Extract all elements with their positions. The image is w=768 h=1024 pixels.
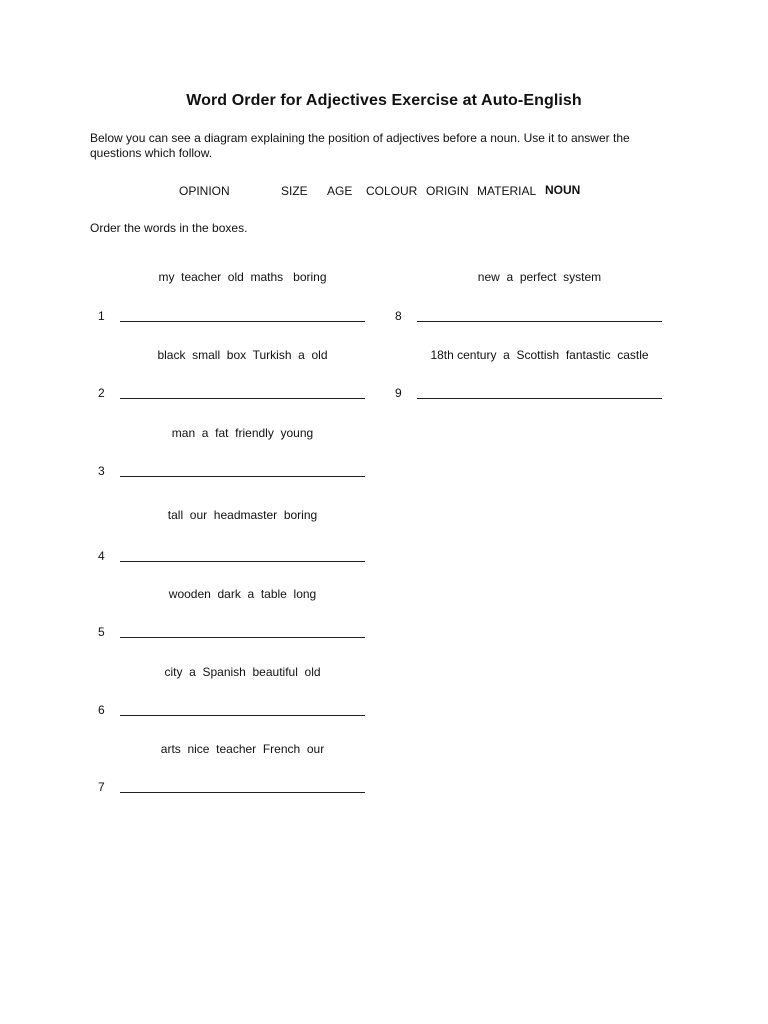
question-4-number: 4 [98,549,105,563]
diagram-age: AGE [327,184,353,198]
question-4-words: tall our headmaster boring [167,508,318,522]
diagram-colour: COLOUR [366,184,418,198]
question-7-words: arts nice teacher French our [160,742,325,756]
question-7-number: 7 [98,780,105,794]
question-7-answer-line[interactable] [120,792,365,793]
question-9-number: 9 [395,386,402,400]
question-8-words: new a perfect system [477,270,602,284]
question-9-answer-line[interactable] [417,398,662,399]
question-1-answer-line[interactable] [120,321,365,322]
question-4-answer-line[interactable] [120,561,365,562]
question-2-words: black small box Turkish a old [157,348,328,362]
question-3-words: man a fat friendly young [171,426,314,440]
question-6-words: city a Spanish beautiful old [164,665,321,679]
question-1-words: my teacher old maths boring [158,270,327,284]
question-9-words: 18th century a Scottish fantastic castle [430,348,649,362]
instruction-text: Order the words in the boxes. [90,221,248,235]
question-8-number: 8 [395,309,402,323]
intro-paragraph: Below you can see a diagram explaining the position of adjectives before a noun. Use it to answer the questions which follow. [90,131,630,160]
page-title: Word Order for Adjectives Exercise at Auto-English [186,92,582,109]
diagram-size: SIZE [281,184,308,198]
question-6-answer-line[interactable] [120,715,365,716]
question-3-number: 3 [98,464,105,478]
diagram-opinion: OPINION [179,184,230,198]
diagram-material: MATERIAL [477,184,537,198]
question-3-answer-line[interactable] [120,476,365,477]
diagram-origin: ORIGIN [426,184,469,198]
question-5-answer-line[interactable] [120,637,365,638]
question-5-words: wooden dark a table long [168,587,317,601]
question-2-answer-line[interactable] [120,398,365,399]
question-1-number: 1 [98,309,105,323]
question-6-number: 6 [98,703,105,717]
diagram-noun: NOUN [545,183,581,197]
question-5-number: 5 [98,625,105,639]
question-8-answer-line[interactable] [417,321,662,322]
question-2-number: 2 [98,386,105,400]
